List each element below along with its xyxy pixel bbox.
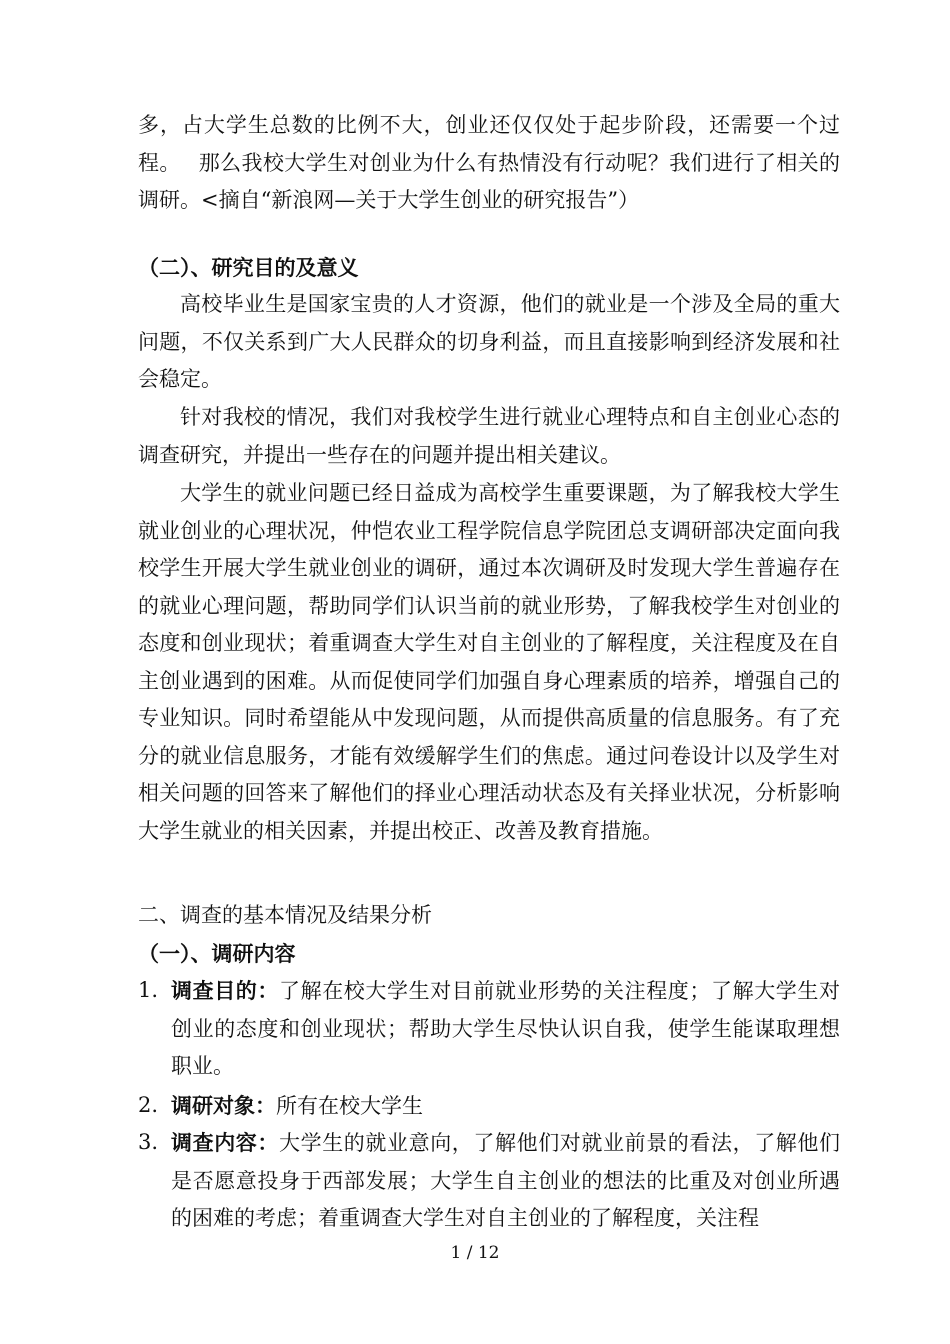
list-item-subjects [138,1087,840,1126]
list-number: 2. [138,1093,159,1117]
paragraph-our-school: 针对我校的情况，我们对我校学生进行就业心理特点和自主创业心态的调查研究，并提出一些存在的问题并提出相关建议。 [138,405,840,467]
intro-paragraph: 多，占大学生总数的比例不大，创业还仅仅处于起步阶段，还需要一个过程。 那么我校大学生对创业为什么有热情没有行动呢？我们进行了相关的调研。<摘自“新浪网—关于大学生创业的研究报告”） [138,113,840,212]
list-item-purpose [138,972,840,1086]
list-label: 调查目的： [171,978,279,1003]
page-number: 1 / 12 [450,1243,500,1263]
list-label: 调研对象： [171,1093,276,1118]
subsection-heading-content: （一）、调研内容 [138,941,296,966]
list-number: 1. [138,978,159,1002]
section-heading-research-purpose: （二）、研究目的及意义 [138,255,359,280]
list-text: 所有在校大学生 [276,1094,423,1118]
list-item-content [138,1124,840,1238]
list-text: 大学生的就业意向，了解他们对就业前景的看法，了解他们是否愿意投身于西部发展；大学生自主创业的想法的比重及对创业所遇的困难的考虑；着重调查大学生对自主创业的了解程度，关注程 [171,1131,840,1230]
section-ii-heading: 二、调查的基本情况及结果分析 [138,903,432,927]
list-label: 调查内容： [171,1130,279,1155]
paragraph-employment-problem: 大学生的就业问题已经日益成为高校学生重要课题，为了解我校大学生就业创业的心理状况，仲恺农业工程学院信息学院团总支调研部决定面向我校学生开展大学生就业创业的调研，通过本次调研及时发现大学生普遍存在的就业心理问题，帮助同学们认识当前的就业形势，了解我校学生对创业的态度和创业现状；着重调查大学生对自主创业的了解程度，关注程度及在自主创业遇到的困难。从而促使同学们加强自身心理素质的培养，增强自己的专业知识。同时希望能从中发现问题，从而提供高质量的信息服务。有了充分的就业信息服务，才能有效缓解学生们的焦虑。通过问卷设计以及学生对相关问题的回答来了解他们的择业心理活动状态及有关择业状况，分析影响大学生就业的相关因素，并提出校正、改善及教育措施。 [138,481,840,843]
paragraph-graduates: 高校毕业生是国家宝贵的人才资源，他们的就业是一个涉及全局的重大问题，不仅关系到广大人民群众的切身利益，而且直接影响到经济发展和社会稳定。 [138,292,840,391]
list-number: 3. [138,1130,159,1154]
list-text: 了解在校大学生对目前就业形势的关注程度；了解大学生对创业的态度和创业现状；帮助大学生尽快认识自我，使学生能谋取理想职业。 [171,979,840,1078]
